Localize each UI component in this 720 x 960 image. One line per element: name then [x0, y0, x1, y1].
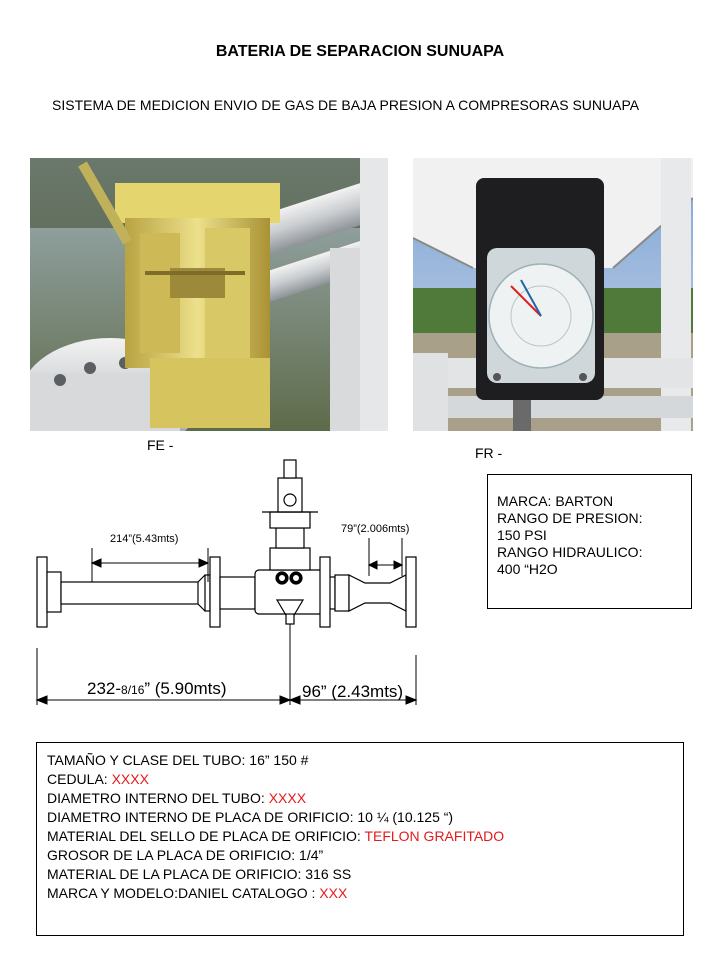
spec-label: TAMAÑO Y CLASE DEL TUBO: 16” 150 #: [47, 752, 309, 768]
upstream-length-main: 232-: [87, 679, 122, 698]
pipe-spec-row: [47, 884, 683, 903]
flow-element-photo: [30, 158, 388, 431]
spec-line: MARCA: BARTON: [497, 493, 614, 509]
spec-label: MATERIAL DE LA PLACA DE ORIFICIO: 316 SS: [47, 866, 352, 882]
upstream-length-dimension: [87, 679, 227, 699]
spec-label: MATERIAL DEL SELLO DE PLACA DE ORIFICIO:: [47, 828, 365, 844]
spec-label: CEDULA:: [47, 771, 112, 787]
pipe-spec-row: [47, 770, 683, 789]
pipe-spec-row: [47, 751, 683, 770]
flow-recorder-photo: [413, 158, 693, 431]
spec-label: DIAMETRO INTERNO DE PLACA DE ORIFICIO: 10 ¼ (10.125 “): [47, 809, 454, 825]
page-subtitle: SISTEMA DE MEDICION ENVIO DE GAS DE BAJA PRESION A COMPRESORAS SUNUAPA: [52, 97, 640, 113]
upstream-length-metric: ” (5.90mts): [144, 679, 227, 698]
pipe-spec-row: [47, 789, 683, 808]
spec-line: 150 PSI: [497, 527, 547, 543]
upstream-length-fraction: 8/16: [121, 683, 145, 697]
spec-line: RANGO HIDRAULICO:: [497, 544, 643, 560]
spec-value: XXXX: [268, 790, 307, 806]
spec-value: XXXX: [111, 771, 149, 787]
spec-label: GROSOR DE LA PLACA DE ORIFICIO: 1/4”: [47, 847, 324, 863]
pipe-spec-box: [36, 742, 684, 936]
spec-value: XXX: [319, 885, 348, 901]
spec-value: TEFLON GRAFITADO: [364, 828, 505, 844]
spec-line: RANGO DE PRESION:: [497, 510, 643, 526]
pipe-spec-row: [47, 865, 683, 884]
downstream-inner-dimension: 79”(2.006mts): [341, 523, 410, 535]
downstream-length-dimension: 96” (2.43mts): [302, 682, 404, 701]
page-title: BATERIA DE SEPARACION SUNUAPA: [215, 43, 505, 60]
spec-label: MARCA Y MODELO:DANIEL CATALOGO :: [47, 885, 320, 901]
spec-line: 400 “H2O: [497, 561, 558, 577]
pipe-spec-row: [47, 808, 683, 827]
fr-label: FR -: [475, 445, 503, 461]
pipe-spec-row: [47, 846, 683, 865]
upstream-inner-dimension: 214”(5.43mts): [110, 533, 179, 545]
pipe-spec-row: [47, 827, 683, 846]
fe-label: FE -: [147, 437, 174, 453]
spec-label: DIAMETRO INTERNO DEL TUBO:: [47, 790, 269, 806]
